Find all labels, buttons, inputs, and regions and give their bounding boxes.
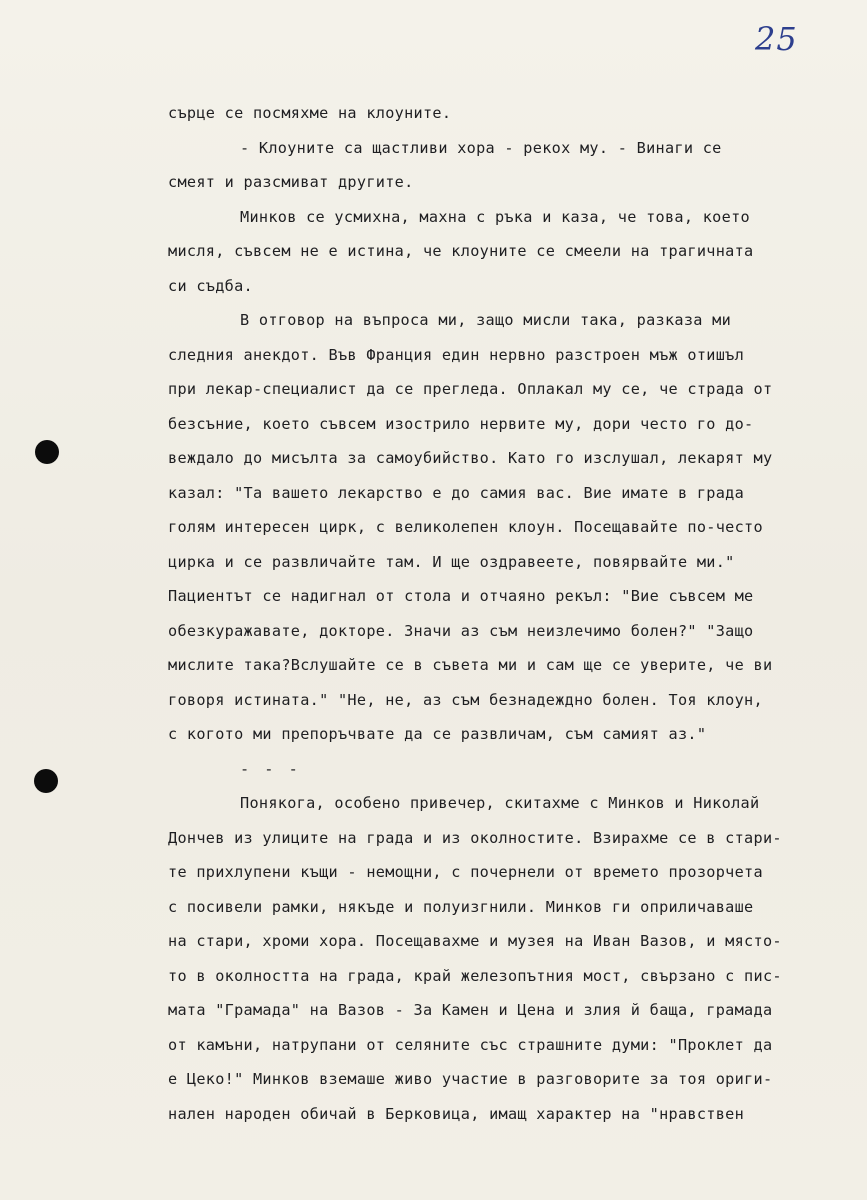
text-line: нален народен обичай в Берковица, имащ характер на "нравствен	[168, 1104, 745, 1123]
text-line: Понякога, особено привечер, скитахме с Минков и Николай	[240, 794, 760, 812]
text-line: те прихлупени къщи - немощни, с почернели от времето прозорчета	[168, 863, 763, 881]
text-line: говоря истината." "Не, не, аз съм безнадеждно болен. Тоя клоун,	[168, 690, 763, 709]
text-line: от камъни, натрупани от селяните със страшните думи: "Проклет да	[168, 1035, 773, 1054]
text-line: голям интересен цирк, с великолепен клоун. Посещавайте по-често	[168, 518, 763, 536]
text-line: на стари, хроми хора. Посещавахме и музея на Иван Вазов, и място-	[168, 932, 782, 950]
text-line: мата "Грамада" на Вазов - За Камен и Цена и злия й баща, грамада	[168, 1001, 773, 1019]
text-line: при лекар-специалист да се прегледа. Оплакал му се, че страда от	[168, 380, 773, 398]
text-block	[168, 786, 838, 1131]
text-line: мисля, съвсем не е истина, че клоуните се смеели на трагичната	[168, 242, 754, 260]
text-line: цирка и се развличайте там. И ще оздравеете, повярвайте ми."	[168, 552, 735, 571]
text-line: веждало до мисълта за самоубийство. Като го изслушал, лекарят му	[168, 449, 773, 467]
text-line: безсъние, което съвсем изострило нервите му, дори често го до-	[168, 414, 754, 433]
text-line: В отговор на въпроса ми, защо мисли така, разказа ми	[240, 311, 732, 329]
punch-hole	[34, 769, 58, 793]
text-line: с посивели рамки, някъде и полуизгнили. Минков ги оприличаваше	[168, 897, 754, 916]
text-line: - Клоуните са щастливи хора - рекох му. - Винаги се	[240, 138, 722, 157]
text-line: мислите така?Вслушайте се в съвета ми и сам ще се уверите, че ви	[168, 656, 773, 674]
punch-hole	[35, 440, 59, 464]
text-line: с когото ми препоръчвате да се развличам, съм самият аз."	[168, 725, 707, 743]
text-line: е Цеко!" Минков вземаше живо участие в разговорите за тоя ориги-	[168, 1070, 773, 1088]
text-line: си съдба.	[168, 276, 253, 295]
text-line: смеят и разсмиват другите.	[168, 173, 414, 191]
body-text	[168, 96, 838, 1131]
text-line: Дончев из улиците на града и из околностите. Взирахме се в стари-	[168, 828, 782, 847]
page-number: 25	[755, 20, 798, 58]
text-line: Пациентът се надигнал от стола и отчаяно рекъл: "Вие съвсем ме	[168, 587, 754, 605]
text-line: следния анекдот. Във Франция един нервно разстроен мъж отишъл	[168, 345, 745, 364]
text-line: казал: "Та вашето лекарство е до самия вас. Вие имате в града	[168, 483, 745, 502]
text-line: сърце се посмяхме на клоуните.	[168, 104, 452, 122]
text-line: Минков се усмихна, махна с ръка и каза, че това, което	[240, 207, 750, 226]
text-line: то в околността на града, край железопътния мост, свързано с пис-	[168, 966, 782, 985]
text-block	[168, 96, 838, 752]
text-line: обезкуражавате, докторе. Значи аз съм неизлечимо болен?" "Защо	[168, 621, 754, 640]
section-separator: - - -	[240, 759, 301, 778]
